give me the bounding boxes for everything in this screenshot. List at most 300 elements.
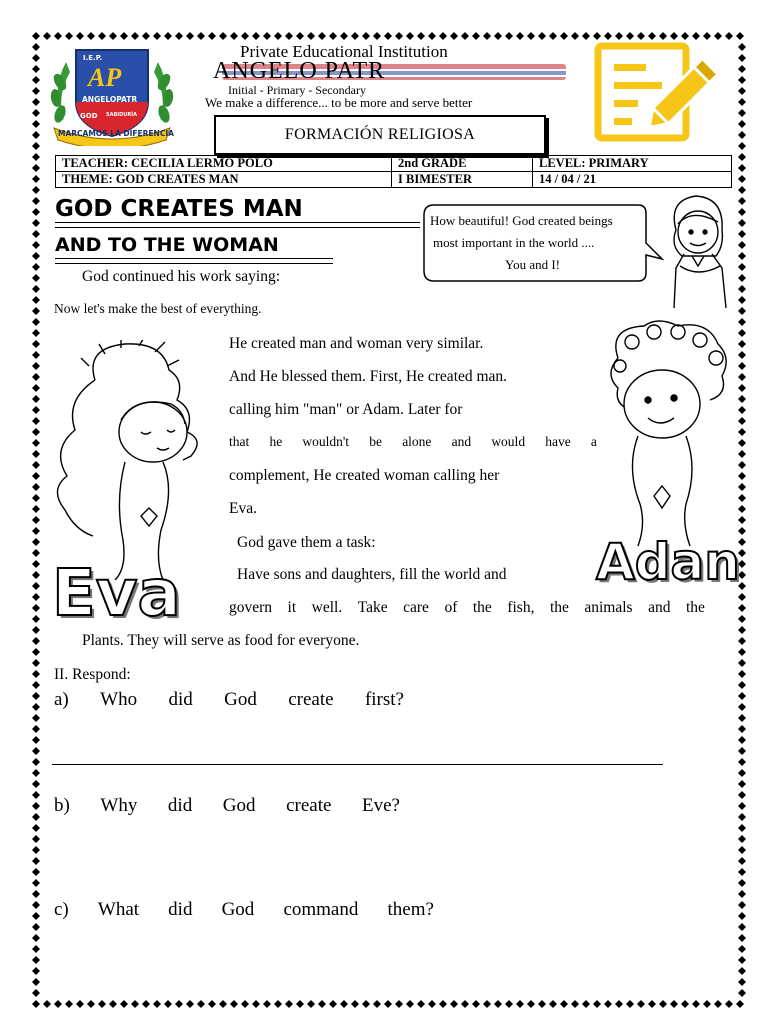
- border-diamond: [351, 1000, 359, 1008]
- border-diamond: [738, 483, 746, 491]
- border-diamond: [738, 945, 746, 953]
- word: create: [286, 795, 332, 816]
- border-diamond: [738, 846, 746, 854]
- border-diamond: [32, 626, 40, 634]
- border-diamond: [738, 395, 746, 403]
- border-diamond: [32, 241, 40, 249]
- word: Who: [100, 689, 138, 710]
- border-diamond: [32, 989, 40, 997]
- border-diamond: [351, 32, 359, 40]
- border-diamond: [274, 32, 282, 40]
- word: did: [167, 795, 193, 816]
- border-diamond: [32, 670, 40, 678]
- border-diamond: [738, 725, 746, 733]
- border-diamond: [527, 1000, 535, 1008]
- bubble-line-3: You and I!: [505, 257, 561, 272]
- border-diamond: [32, 560, 40, 568]
- border-diamond: [738, 351, 746, 359]
- border-diamond: [32, 549, 40, 557]
- border-diamond: [32, 340, 40, 348]
- border-diamond: [65, 32, 73, 40]
- border-diamond: [318, 1000, 326, 1008]
- border-diamond: [738, 307, 746, 315]
- border-diamond: [738, 230, 746, 238]
- question-label: a): [54, 689, 69, 710]
- border-diamond: [32, 417, 40, 425]
- question-b: [54, 795, 400, 817]
- body-line-9: [229, 599, 705, 617]
- border-diamond: [32, 769, 40, 777]
- border-diamond: [208, 1000, 216, 1008]
- subject-box: [214, 115, 546, 155]
- border-diamond: [32, 637, 40, 645]
- border-diamond: [406, 1000, 414, 1008]
- border-diamond: [241, 1000, 249, 1008]
- word: first?: [364, 689, 404, 710]
- border-diamond: [32, 252, 40, 260]
- border-diamond: [659, 1000, 667, 1008]
- border-diamond: [738, 802, 746, 810]
- word: a: [590, 434, 597, 449]
- border-diamond: [340, 32, 348, 40]
- body-line-10: Plants. They will serve as food for everyone.: [82, 632, 360, 649]
- border-diamond: [32, 890, 40, 898]
- border-diamond: [32, 934, 40, 942]
- border-diamond: [450, 32, 458, 40]
- border-diamond: [439, 1000, 447, 1008]
- border-diamond: [692, 1000, 700, 1008]
- word: well.: [311, 599, 343, 616]
- border-diamond: [738, 197, 746, 205]
- border-diamond: [32, 659, 40, 667]
- border-diamond: [340, 1000, 348, 1008]
- border-diamond: [32, 219, 40, 227]
- border-diamond: [32, 318, 40, 326]
- border-diamond: [131, 1000, 139, 1008]
- border-diamond: [296, 1000, 304, 1008]
- bubble-line-1: How beautiful! God created beings: [430, 213, 613, 228]
- border-diamond: [307, 32, 315, 40]
- border-diamond: [549, 32, 557, 40]
- border-diamond: [32, 571, 40, 579]
- border-diamond: [626, 32, 634, 40]
- border-diamond: [738, 461, 746, 469]
- border-diamond: [197, 1000, 205, 1008]
- border-diamond: [738, 648, 746, 656]
- border-diamond: [131, 32, 139, 40]
- word: of: [444, 599, 458, 616]
- body-line-6: Eva.: [229, 500, 257, 517]
- table-row: [56, 156, 732, 172]
- border-diamond: [439, 32, 447, 40]
- border-diamond: [738, 912, 746, 920]
- body-line-2: And He blessed them. First, He created man.: [229, 368, 508, 385]
- border-diamond: [738, 274, 746, 282]
- border-diamond: [32, 263, 40, 271]
- border-diamond: [32, 329, 40, 337]
- border-diamond: [604, 1000, 612, 1008]
- word: What: [97, 899, 140, 920]
- border-diamond: [32, 296, 40, 304]
- border-diamond: [738, 373, 746, 381]
- border-diamond: [395, 32, 403, 40]
- word: God: [222, 795, 256, 816]
- word: would: [491, 434, 526, 449]
- border-diamond: [738, 406, 746, 414]
- border-diamond: [738, 131, 746, 139]
- word: command: [283, 899, 359, 920]
- border-diamond: [32, 230, 40, 238]
- level-cell: LEVEL: PRIMARY: [533, 156, 732, 172]
- border-diamond: [32, 164, 40, 172]
- border-diamond: [32, 901, 40, 909]
- border-diamond: [406, 32, 414, 40]
- border-diamond: [738, 923, 746, 931]
- border-diamond: [738, 659, 746, 667]
- border-diamond: [32, 208, 40, 216]
- border-diamond: [32, 373, 40, 381]
- word: be: [369, 434, 382, 449]
- border-diamond: [516, 32, 524, 40]
- eva-illustration: [45, 340, 215, 580]
- border-diamond: [571, 32, 579, 40]
- logo-ribbon-text: MARCAMOS LA DIFERENCIA: [58, 129, 174, 138]
- border-diamond: [263, 32, 271, 40]
- border-diamond: [738, 890, 746, 898]
- border-diamond: [32, 956, 40, 964]
- border-diamond: [230, 32, 238, 40]
- subtitle-underline: [55, 258, 333, 264]
- border-diamond: [538, 1000, 546, 1008]
- bimester-cell: I BIMESTER: [392, 172, 533, 188]
- border-diamond: [32, 780, 40, 788]
- border-diamond: [32, 725, 40, 733]
- word: create: [288, 689, 334, 710]
- word: it: [287, 599, 297, 616]
- border-diamond: [32, 791, 40, 799]
- word: them?: [387, 899, 434, 920]
- border-diamond: [54, 1000, 62, 1008]
- border-diamond: [738, 967, 746, 975]
- border-diamond: [738, 76, 746, 84]
- institution-motto: We make a difference... to be more and serve better: [205, 95, 473, 110]
- border-diamond: [670, 32, 678, 40]
- border-diamond: [32, 912, 40, 920]
- border-diamond: [373, 32, 381, 40]
- word: govern: [229, 599, 273, 616]
- border-diamond: [738, 43, 746, 51]
- border-diamond: [736, 1000, 744, 1008]
- border-diamond: [549, 1000, 557, 1008]
- border-diamond: [32, 43, 40, 51]
- border-diamond: [738, 615, 746, 623]
- border-diamond: [738, 175, 746, 183]
- word: fish,: [507, 599, 535, 616]
- border-diamond: [571, 1000, 579, 1008]
- border-diamond: [219, 1000, 227, 1008]
- border-diamond: [738, 901, 746, 909]
- border-diamond: [32, 307, 40, 315]
- border-diamond: [252, 32, 260, 40]
- word: care: [403, 599, 429, 616]
- border-diamond: [32, 747, 40, 755]
- border-diamond: [626, 1000, 634, 1008]
- border-diamond: [428, 1000, 436, 1008]
- border-diamond: [582, 32, 590, 40]
- border-diamond: [615, 1000, 623, 1008]
- border-diamond: [417, 32, 425, 40]
- border-diamond: [738, 758, 746, 766]
- border-diamond: [76, 32, 84, 40]
- border-diamond: [604, 32, 612, 40]
- grade-cell: 2nd GRADE: [392, 156, 533, 172]
- bubble-line-2: most important in the world ....: [433, 235, 595, 250]
- border-diamond: [738, 120, 746, 128]
- border-diamond: [329, 32, 337, 40]
- border-diamond: [32, 857, 40, 865]
- border-diamond: [516, 1000, 524, 1008]
- border-diamond: [560, 1000, 568, 1008]
- border-diamond: [738, 186, 746, 194]
- logo-banner-left: GOD: [80, 112, 98, 120]
- border-diamond: [230, 1000, 238, 1008]
- border-diamond: [32, 945, 40, 953]
- logo-name: ANGELOPATR: [82, 95, 138, 104]
- border-diamond: [32, 285, 40, 293]
- word: God: [221, 899, 255, 920]
- border-diamond: [384, 1000, 392, 1008]
- word: the: [549, 599, 569, 616]
- border-diamond: [32, 527, 40, 535]
- border-diamond: [186, 32, 194, 40]
- border-diamond: [32, 186, 40, 194]
- border-diamond: [738, 98, 746, 106]
- border-diamond: [648, 1000, 656, 1008]
- border-diamond: [494, 32, 502, 40]
- border-diamond: [32, 604, 40, 612]
- institution-type: Private Educational Institution: [240, 42, 448, 61]
- border-diamond: [681, 1000, 689, 1008]
- border-diamond: [428, 32, 436, 40]
- word: alone: [402, 434, 432, 449]
- border-diamond: [527, 32, 535, 40]
- border-diamond: [32, 461, 40, 469]
- border-diamond: [54, 32, 62, 40]
- border-diamond: [318, 32, 326, 40]
- border-diamond: [738, 87, 746, 95]
- border-diamond: [98, 32, 106, 40]
- logo-top-text: I.E.P.: [83, 54, 103, 62]
- border-diamond: [32, 472, 40, 480]
- adam-illustration: [598, 318, 738, 548]
- border-diamond: [32, 505, 40, 513]
- border-diamond: [738, 637, 746, 645]
- border-diamond: [738, 318, 746, 326]
- word: wouldn't: [302, 434, 350, 449]
- date-cell: 14 / 04 / 21: [533, 172, 732, 188]
- border-diamond: [738, 670, 746, 678]
- border-diamond: [32, 98, 40, 106]
- border-diamond: [32, 703, 40, 711]
- border-diamond: [738, 692, 746, 700]
- border-diamond: [153, 32, 161, 40]
- border-diamond: [738, 593, 746, 601]
- border-diamond: [703, 1000, 711, 1008]
- border-diamond: [738, 285, 746, 293]
- border-diamond: [395, 1000, 403, 1008]
- word: God: [224, 689, 257, 710]
- border-diamond: [32, 439, 40, 447]
- border-diamond: [692, 32, 700, 40]
- border-diamond: [738, 109, 746, 117]
- border-diamond: [637, 1000, 645, 1008]
- border-diamond: [714, 32, 722, 40]
- border-diamond: [252, 1000, 260, 1008]
- border-diamond: [32, 516, 40, 524]
- word: did: [168, 899, 193, 920]
- border-diamond: [120, 32, 128, 40]
- border-diamond: [197, 32, 205, 40]
- border-diamond: [714, 1000, 722, 1008]
- border-diamond: [32, 109, 40, 117]
- border-diamond: [738, 142, 746, 150]
- border-diamond: [32, 1000, 40, 1008]
- border-diamond: [738, 164, 746, 172]
- main-title: GOD CREATES MAN: [55, 196, 303, 222]
- border-diamond: [681, 32, 689, 40]
- border-diamond: [738, 362, 746, 370]
- border-diamond: [362, 1000, 370, 1008]
- border-diamond: [461, 1000, 469, 1008]
- border-diamond: [738, 428, 746, 436]
- word: and: [648, 599, 671, 616]
- border-diamond: [738, 604, 746, 612]
- border-diamond: [738, 769, 746, 777]
- border-diamond: [175, 32, 183, 40]
- border-diamond: [738, 384, 746, 392]
- border-diamond: [703, 32, 711, 40]
- border-diamond: [32, 32, 40, 40]
- border-diamond: [32, 153, 40, 161]
- border-diamond: [32, 54, 40, 62]
- border-diamond: [65, 1000, 73, 1008]
- border-diamond: [725, 32, 733, 40]
- border-diamond: [738, 494, 746, 502]
- border-diamond: [109, 1000, 117, 1008]
- border-diamond: [738, 934, 746, 942]
- border-diamond: [32, 142, 40, 150]
- intro-line-1: God continued his work saying:: [82, 268, 281, 285]
- border-diamond: [186, 1000, 194, 1008]
- border-diamond: [142, 1000, 150, 1008]
- table-row: [56, 172, 732, 188]
- answer-line[interactable]: [52, 764, 663, 765]
- notepad-pencil-icon: [592, 42, 732, 142]
- border-diamond: [32, 351, 40, 359]
- border-diamond: [32, 813, 40, 821]
- border-diamond: [32, 868, 40, 876]
- border-diamond: [505, 1000, 513, 1008]
- border-diamond: [76, 1000, 84, 1008]
- border-diamond: [296, 32, 304, 40]
- body-line-1: He created man and woman very similar.: [229, 335, 484, 352]
- border-diamond: [87, 1000, 95, 1008]
- border-diamond: [32, 65, 40, 73]
- border-diamond: [362, 32, 370, 40]
- institution-name: ANGELO PATR: [213, 58, 386, 84]
- border-diamond: [738, 296, 746, 304]
- border-diamond: [738, 714, 746, 722]
- body-line-7: God gave them a task:: [237, 534, 376, 551]
- border-diamond: [593, 1000, 601, 1008]
- question-label: b): [54, 795, 70, 816]
- word: the: [472, 599, 492, 616]
- border-diamond: [32, 824, 40, 832]
- theme-cell: THEME: GOD CREATES MAN: [56, 172, 392, 188]
- border-diamond: [142, 32, 150, 40]
- intro-line-2: Now let's make the best of everything.: [54, 301, 262, 316]
- border-diamond: [738, 505, 746, 513]
- border-diamond: [32, 131, 40, 139]
- border-diamond: [637, 32, 645, 40]
- border-diamond: [32, 923, 40, 931]
- border-diamond: [738, 956, 746, 964]
- title-underline: [55, 222, 420, 228]
- border-diamond: [582, 1000, 590, 1008]
- border-diamond: [32, 802, 40, 810]
- word: Why: [100, 795, 138, 816]
- border-diamond: [32, 384, 40, 392]
- border-diamond: [738, 813, 746, 821]
- border-diamond: [32, 692, 40, 700]
- border-diamond: [32, 76, 40, 84]
- logo-initials: AP: [88, 63, 122, 92]
- border-diamond: [208, 32, 216, 40]
- border-diamond: [560, 32, 568, 40]
- border-diamond: [738, 681, 746, 689]
- border-diamond: [32, 483, 40, 491]
- border-diamond: [483, 1000, 491, 1008]
- border-diamond: [738, 65, 746, 73]
- border-diamond: [32, 967, 40, 975]
- border-diamond: [164, 1000, 172, 1008]
- border-diamond: [494, 1000, 502, 1008]
- body-line-4: [229, 434, 597, 450]
- border-diamond: [87, 32, 95, 40]
- border-diamond: [32, 197, 40, 205]
- border-diamond: [32, 879, 40, 887]
- border-diamond: [738, 736, 746, 744]
- question-label: c): [54, 899, 69, 920]
- border-diamond: [738, 472, 746, 480]
- word: Eve?: [362, 795, 400, 816]
- word: have: [545, 434, 571, 449]
- border-diamond: [307, 1000, 315, 1008]
- border-diamond: [738, 516, 746, 524]
- border-diamond: [738, 153, 746, 161]
- border-diamond: [32, 615, 40, 623]
- border-diamond: [384, 32, 392, 40]
- border-diamond: [738, 54, 746, 62]
- word: that: [229, 434, 250, 449]
- logo-banner-right: SABIDURÍA: [106, 112, 137, 118]
- border-diamond: [32, 87, 40, 95]
- border-diamond: [472, 32, 480, 40]
- border-diamond: [32, 714, 40, 722]
- word: did: [168, 689, 193, 710]
- eva-label: Eva: [52, 557, 181, 631]
- border-diamond: [329, 1000, 337, 1008]
